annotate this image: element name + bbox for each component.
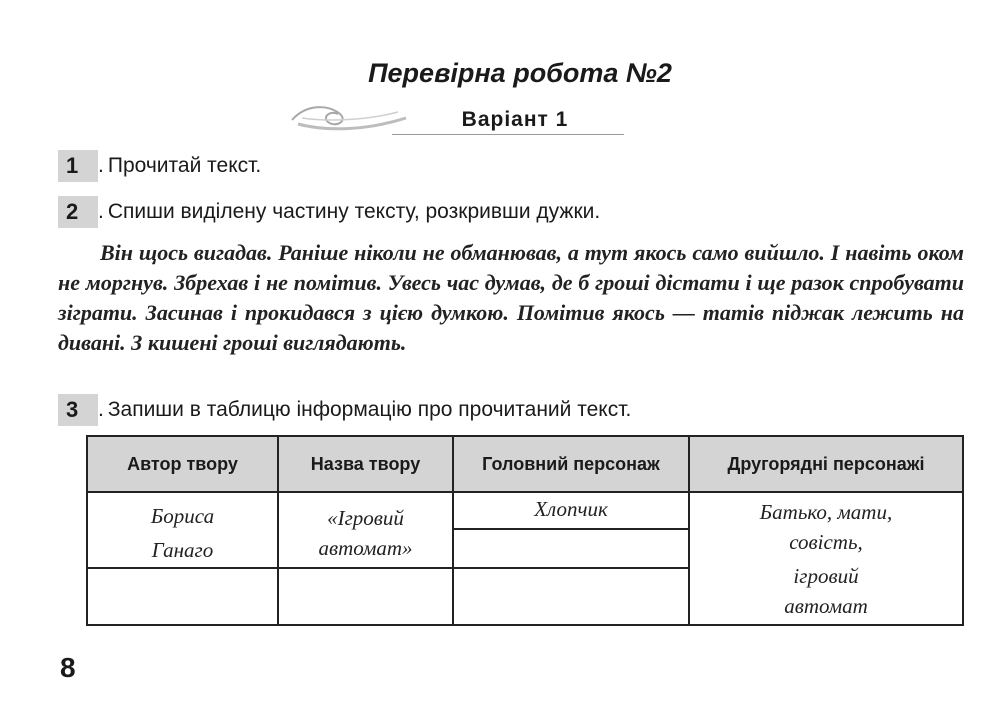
task-text: Спиши виділену частину тексту, розкривши дужки.: [107, 200, 601, 223]
cell-secondary-characters[interactable]: [689, 492, 963, 625]
page-number: 8: [60, 652, 76, 683]
cell-work-title[interactable]: [278, 492, 453, 568]
cell-empty[interactable]: [453, 568, 689, 625]
cell-line: автомат»: [318, 536, 413, 560]
cell-main-character[interactable]: Хлопчик: [453, 492, 689, 529]
task-number: 3: [58, 394, 98, 426]
cell-line: совість,: [789, 530, 863, 554]
page-title: Перевірна робота №2: [368, 58, 672, 88]
cell-line: «Ігровий: [327, 506, 404, 530]
cell-line: Батько, мати,: [759, 500, 893, 524]
task-number-dot: .: [98, 154, 104, 177]
variant-divider: [392, 134, 624, 135]
info-table: [86, 435, 964, 626]
task-number: 1: [58, 150, 98, 182]
cell-line: автомат: [784, 594, 868, 618]
header-main-character: Головний персонаж: [453, 436, 689, 492]
table-row: [87, 492, 963, 529]
task-1: [58, 150, 261, 182]
task-number: 2: [58, 196, 98, 228]
cell-author[interactable]: [87, 492, 278, 568]
header-secondary-characters: Другорядні персонажі: [689, 436, 963, 492]
cell-empty[interactable]: [278, 568, 453, 625]
task-text: Прочитай текст.: [107, 154, 262, 177]
table-header-row: [87, 436, 963, 492]
ornament-swirl-icon: [288, 96, 408, 136]
header-work-title: Назва твору: [278, 436, 453, 492]
task-number-dot: .: [98, 200, 104, 223]
cell-empty[interactable]: [453, 529, 689, 568]
cell-line: Бориса: [150, 504, 215, 528]
variant-label: Варіант 1: [461, 108, 569, 131]
cell-line: Ганаго: [151, 538, 214, 562]
header-author: Автор твору: [87, 436, 278, 492]
reading-passage: Він щось вигадав. Раніше ніколи не обманював, а тут якось само вийшло. І навіть оком не моргнув. Збрехав і не помітив. Увесь час думав, де б гроші дістати і ще разок спробувати зіграти. Засинав і прокидався з цією думкою. Помітив якось — татів піджак лежить на дивані. З кишені гроші виглядають.: [58, 240, 964, 355]
task-3: [58, 394, 631, 426]
task-text: Запиши в таблицю інформацію про прочитаний текст.: [107, 398, 632, 421]
cell-line: ігровий: [793, 564, 859, 588]
cell-empty[interactable]: [87, 568, 278, 625]
task-2: [58, 196, 600, 228]
task-number-dot: .: [98, 398, 104, 421]
